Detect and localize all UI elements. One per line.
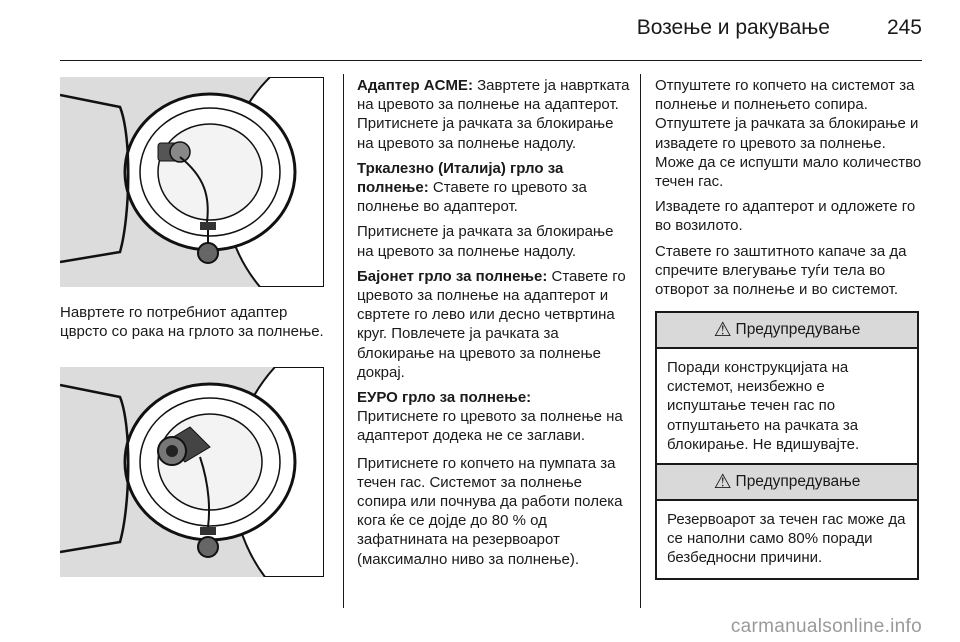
figure-fuel-filler-adapter <box>60 77 324 287</box>
right-column: Отпуштете го копчето на системот за полнење и полнењето сопира. Отпуштете ја рачката за блокирање и извадете го цревото за полнење. Може да се испушти мало количество течен гас. Извадете го адаптерот и одложете го во возилото. Ставете го заштитното капаче за да спречите влегување туѓи тела во отворот за полнење и во системот. <box>655 77 922 299</box>
middle-column: Адаптер ACME: Завртете ја навртката на цревото за полнење на адаптерот. Притиснете ја рачката за блокирање на цревото за полнење надолу. Тркалезно (Италија) грло за полнење: Ставете го цревото за полнење во адаптерот. Притиснете ја рачката за блокирање на цревото за полнење надолу. Бајонет грло за полнење: Ставете го цревото за полнење на адаптерот и свртете го лево или десно четвртина круг. Повлечете ја рачката за блокирање на цревото за полнење докрај. ЕУРО грло за полнење: Притиснете го цревото за полнење на адаптерот додека не се заглави. Притиснете го копчето на пумпата за течен гас. Системот за полнење сопира или почнува да работи полека кога ќе се дојде до 80 % од зафатнината на резервоарот (максимално ниво за полнење). <box>357 77 630 568</box>
fuel-filler-illustration-1 <box>60 77 324 287</box>
figure-fuel-hose-adapter <box>60 367 324 577</box>
column-divider-2 <box>640 74 641 608</box>
column-divider-1 <box>343 74 344 608</box>
figure-caption: Навртете го потребниот адаптер цврсто со рака на грлото за полнење. <box>60 304 324 341</box>
warning-triangle-icon: ⚠ <box>713 471 732 493</box>
page-number: 245 <box>886 16 922 39</box>
warning-triangle-icon: ⚠ <box>713 319 732 341</box>
warning-header: ⚠ Предупредување <box>657 313 917 349</box>
warning-header: ⚠ Предупредување <box>657 465 917 501</box>
watermark: carmanualsonline.info <box>730 616 922 637</box>
fuel-filler-illustration-2 <box>60 367 324 577</box>
page-title: Возење и ракување <box>636 16 830 39</box>
header-divider <box>60 60 922 61</box>
warning-box-1: ⚠ Предупредување Поради конструкцијата на системот, неизбежно е испуштање течен гас по отпуштањето на рачката за блокирање. Не вдишувајте. <box>655 311 919 466</box>
warning-box-2: ⚠ Предупредување Резервоарот за течен гас може да се наполни само 80% поради безбедносни причини. <box>655 463 919 580</box>
